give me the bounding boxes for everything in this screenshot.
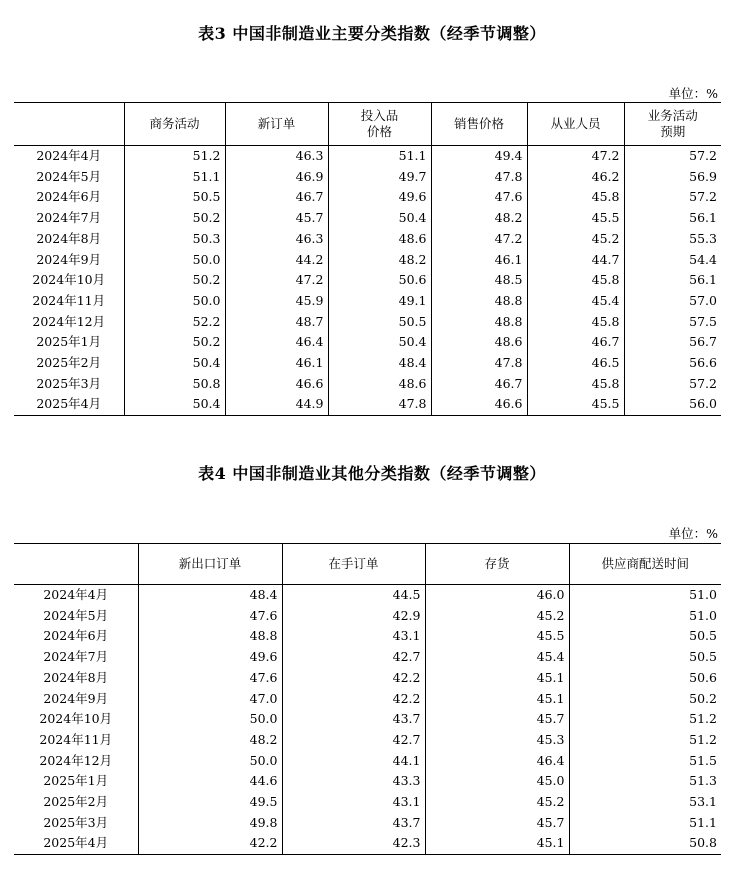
table-cell: 56.1 [624, 208, 721, 229]
row-label: 2025年4月 [36, 396, 102, 412]
table-cell: 47.8 [431, 353, 527, 374]
table-cell: 45.2 [527, 229, 624, 250]
table-cell: 42.2 [282, 688, 425, 709]
table-cell: 51.2 [569, 730, 721, 751]
table3-header-input-prices: 投入品 价格 [328, 103, 431, 146]
table-cell: 45.2 [425, 606, 569, 627]
table-cell: 47.8 [328, 394, 431, 415]
table4-unit: 单位：% [668, 526, 718, 541]
table-cell: 47.0 [138, 688, 282, 709]
table-cell: 45.4 [425, 647, 569, 668]
table-cell: 46.7 [527, 332, 624, 353]
table-cell: 48.2 [328, 249, 431, 270]
table-cell: 53.1 [569, 792, 721, 813]
table-cell: 45.4 [527, 291, 624, 312]
row-label: 2024年6月 [36, 189, 102, 205]
table-cell: 48.2 [431, 208, 527, 229]
row-label: 2024年8月 [43, 669, 109, 685]
table-row [14, 394, 721, 415]
table-cell: 43.7 [282, 813, 425, 834]
table-cell: 57.2 [624, 374, 721, 395]
table-cell: 56.0 [624, 394, 721, 415]
table-cell: 42.2 [282, 668, 425, 689]
table-cell: 44.6 [138, 771, 282, 792]
row-label: 2025年2月 [36, 354, 102, 370]
table-cell: 50.6 [569, 668, 721, 689]
table3-header-employment: 从业人员 [527, 103, 624, 146]
row-label: 2024年9月 [36, 251, 102, 267]
table-cell: 46.0 [425, 585, 569, 606]
table-cell: 42.9 [282, 606, 425, 627]
table-row [14, 647, 721, 668]
row-label: 2025年3月 [36, 375, 102, 391]
table-cell: 48.6 [328, 229, 431, 250]
table-cell: 42.7 [282, 730, 425, 751]
table-cell: 56.7 [624, 332, 721, 353]
table-row [14, 270, 721, 291]
row-label: 2024年5月 [36, 168, 102, 184]
row-label: 2024年4月 [43, 587, 109, 603]
table-cell: 56.6 [624, 353, 721, 374]
table3-header-expectations: 业务活动 预期 [624, 103, 721, 146]
table-cell: 49.7 [328, 167, 431, 188]
table-cell: 51.2 [569, 709, 721, 730]
table-cell: 57.0 [624, 291, 721, 312]
table-row [14, 312, 721, 333]
row-label: 2024年8月 [36, 230, 102, 246]
table-cell: 45.1 [425, 688, 569, 709]
table-cell: 50.4 [328, 332, 431, 353]
table-cell: 48.6 [431, 332, 527, 353]
table4-header-corner [14, 544, 138, 585]
table-cell: 57.5 [624, 312, 721, 333]
table-cell: 50.8 [569, 833, 721, 854]
table-cell: 51.1 [328, 146, 431, 167]
row-label: 2024年6月 [43, 628, 109, 644]
table-cell: 50.5 [328, 312, 431, 333]
row-label: 2024年10月 [32, 272, 106, 288]
table-row [14, 353, 721, 374]
row-label: 2024年9月 [43, 690, 109, 706]
row-label: 2024年12月 [32, 313, 106, 329]
table-cell: 50.4 [124, 394, 225, 415]
table-row [14, 208, 721, 229]
table-row [14, 167, 721, 188]
table-cell: 50.2 [124, 208, 225, 229]
table-cell: 45.2 [425, 792, 569, 813]
table-cell: 46.7 [225, 187, 328, 208]
table-cell: 49.1 [328, 291, 431, 312]
table4-header-backlog-orders: 在手订单 [282, 544, 425, 585]
row-label: 2024年11月 [32, 292, 106, 308]
table-row [14, 668, 721, 689]
table-cell: 50.0 [138, 709, 282, 730]
table-cell: 46.6 [431, 394, 527, 415]
table-cell: 51.3 [569, 771, 721, 792]
table-cell: 50.5 [569, 647, 721, 668]
table-cell: 45.8 [527, 187, 624, 208]
table-row [14, 585, 721, 606]
table-cell: 45.5 [527, 208, 624, 229]
row-label: 2024年7月 [36, 210, 102, 226]
table-row [14, 187, 721, 208]
table-cell: 51.1 [569, 813, 721, 834]
table-cell: 46.6 [225, 374, 328, 395]
table-cell: 50.5 [569, 626, 721, 647]
row-label: 2024年12月 [39, 752, 113, 768]
table-cell: 47.2 [431, 229, 527, 250]
table-cell: 45.5 [527, 394, 624, 415]
table4-header-supplier-delivery-time: 供应商配送时间 [569, 544, 721, 585]
table-cell: 51.0 [569, 606, 721, 627]
table-cell: 46.4 [225, 332, 328, 353]
table-cell: 44.2 [225, 249, 328, 270]
table-row [14, 792, 721, 813]
table-cell: 48.5 [431, 270, 527, 291]
table-cell: 42.7 [282, 647, 425, 668]
table-row [14, 688, 721, 709]
table-cell: 51.5 [569, 751, 721, 772]
table-row [14, 833, 721, 854]
table-cell: 50.8 [124, 374, 225, 395]
row-label: 2025年1月 [43, 773, 109, 789]
table-cell: 45.1 [425, 833, 569, 854]
table-cell: 46.3 [225, 229, 328, 250]
table-cell: 48.6 [328, 374, 431, 395]
table-row [14, 771, 721, 792]
row-label: 2024年10月 [39, 711, 113, 727]
table-cell: 44.5 [282, 585, 425, 606]
table-cell: 50.0 [124, 291, 225, 312]
table-cell: 45.8 [527, 374, 624, 395]
table-cell: 48.2 [138, 730, 282, 751]
table-cell: 48.8 [431, 291, 527, 312]
table-cell: 49.4 [431, 146, 527, 167]
table-cell: 50.0 [124, 249, 225, 270]
table-cell: 42.3 [282, 833, 425, 854]
table-cell: 47.8 [431, 167, 527, 188]
table-cell: 44.1 [282, 751, 425, 772]
row-label: 2024年7月 [43, 649, 109, 665]
table-cell: 43.7 [282, 709, 425, 730]
table-cell: 50.5 [124, 187, 225, 208]
table-cell: 46.1 [431, 249, 527, 270]
table-cell: 50.2 [569, 688, 721, 709]
table-cell: 46.2 [527, 167, 624, 188]
table-cell: 51.1 [124, 167, 225, 188]
table-row [14, 229, 721, 250]
table3-header-sales-prices: 销售价格 [431, 103, 527, 146]
table-cell: 51.2 [124, 146, 225, 167]
table-cell: 49.6 [138, 647, 282, 668]
table-cell: 45.8 [527, 270, 624, 291]
table-cell: 45.0 [425, 771, 569, 792]
table-row [14, 291, 721, 312]
table-cell: 49.6 [328, 187, 431, 208]
table4-header-new-export-orders: 新出口订单 [138, 544, 282, 585]
table-cell: 50.2 [124, 332, 225, 353]
table-row [14, 606, 721, 627]
table-cell: 51.0 [569, 585, 721, 606]
table-cell: 45.1 [425, 668, 569, 689]
table-cell: 45.5 [425, 626, 569, 647]
table-cell: 50.6 [328, 270, 431, 291]
table-cell: 46.1 [225, 353, 328, 374]
row-label: 2024年5月 [43, 607, 109, 623]
table-cell: 49.5 [138, 792, 282, 813]
table-cell: 56.1 [624, 270, 721, 291]
table-cell: 44.7 [527, 249, 624, 270]
table3-header-corner [14, 103, 124, 146]
row-label: 2025年2月 [43, 793, 109, 809]
table-cell: 47.6 [431, 187, 527, 208]
table-cell: 50.2 [124, 270, 225, 291]
table-cell: 43.1 [282, 626, 425, 647]
table-cell: 57.2 [624, 187, 721, 208]
table-row [14, 332, 721, 353]
table-cell: 42.2 [138, 833, 282, 854]
table-row [14, 374, 721, 395]
table-cell: 45.8 [527, 312, 624, 333]
table-cell: 52.2 [124, 312, 225, 333]
table-row [14, 249, 721, 270]
row-label: 2024年4月 [36, 148, 102, 164]
table-cell: 46.4 [425, 751, 569, 772]
table-cell: 45.7 [225, 208, 328, 229]
table-cell: 45.3 [425, 730, 569, 751]
table4-header-row [14, 544, 721, 585]
table-cell: 46.3 [225, 146, 328, 167]
table-cell: 43.1 [282, 792, 425, 813]
row-label: 2025年3月 [43, 814, 109, 830]
table-row [14, 146, 721, 167]
table3-title: 表3 中国非制造业主要分类指数（经季节调整） [198, 24, 546, 43]
table-cell: 45.7 [425, 709, 569, 730]
table-cell: 50.4 [328, 208, 431, 229]
table-cell: 56.9 [624, 167, 721, 188]
table-cell: 50.0 [138, 751, 282, 772]
table3 [14, 102, 721, 416]
table-cell: 48.7 [225, 312, 328, 333]
table-cell: 48.8 [431, 312, 527, 333]
table-cell: 48.8 [138, 626, 282, 647]
table-cell: 43.3 [282, 771, 425, 792]
table4 [14, 543, 721, 855]
table-cell: 47.2 [225, 270, 328, 291]
table-row [14, 813, 721, 834]
table-row [14, 626, 721, 647]
table-cell: 50.3 [124, 229, 225, 250]
row-label: 2025年1月 [36, 334, 102, 350]
table-cell: 50.4 [124, 353, 225, 374]
table-row [14, 751, 721, 772]
table-cell: 46.5 [527, 353, 624, 374]
table-cell: 45.7 [425, 813, 569, 834]
table-cell: 45.9 [225, 291, 328, 312]
table-cell: 46.9 [225, 167, 328, 188]
table-cell: 47.6 [138, 606, 282, 627]
table-cell: 49.8 [138, 813, 282, 834]
table3-header-new-orders: 新订单 [225, 103, 328, 146]
table-cell: 46.7 [431, 374, 527, 395]
table3-unit: 单位：% [668, 86, 718, 101]
table3-header-row [14, 103, 721, 146]
table4-header-inventory: 存货 [425, 544, 569, 585]
table4-title: 表4 中国非制造业其他分类指数（经季节调整） [198, 464, 546, 483]
table-row [14, 709, 721, 730]
table-cell: 48.4 [138, 585, 282, 606]
row-label: 2025年4月 [43, 835, 109, 851]
table-cell: 57.2 [624, 146, 721, 167]
table-cell: 44.9 [225, 394, 328, 415]
table-cell: 47.2 [527, 146, 624, 167]
row-label: 2024年11月 [39, 731, 113, 747]
table-cell: 48.4 [328, 353, 431, 374]
table-cell: 55.3 [624, 229, 721, 250]
table-cell: 47.6 [138, 668, 282, 689]
table-cell: 54.4 [624, 249, 721, 270]
table3-header-business-activity: 商务活动 [124, 103, 225, 146]
table-row [14, 730, 721, 751]
